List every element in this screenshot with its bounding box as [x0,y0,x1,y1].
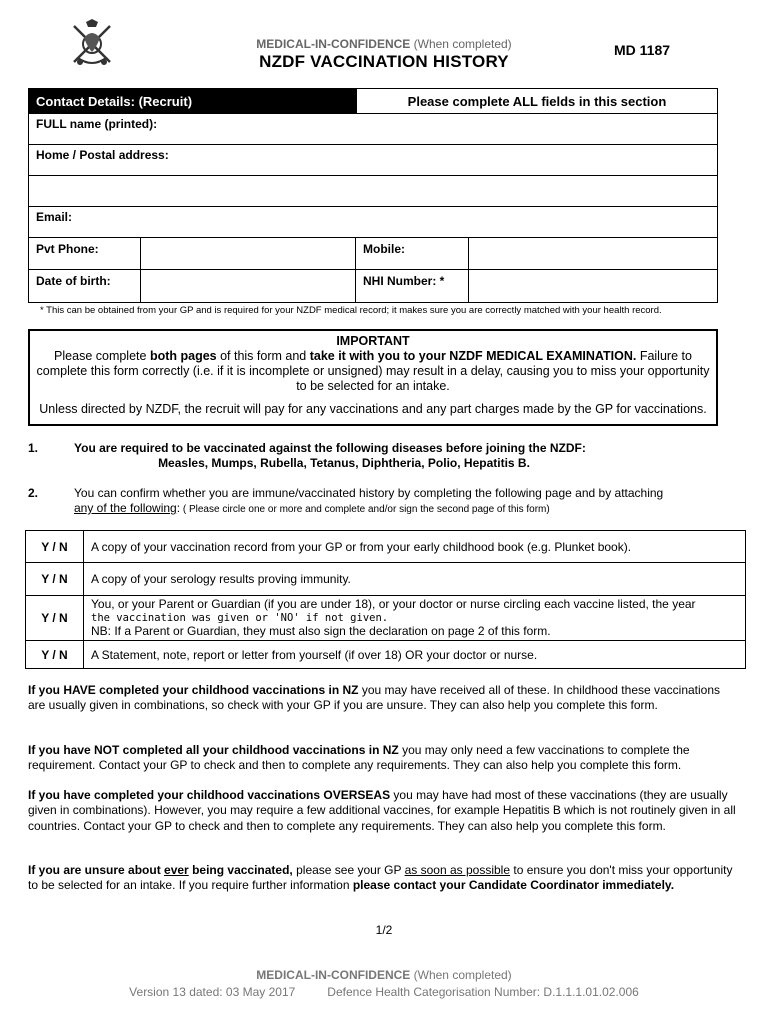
important-title: IMPORTANT [336,334,410,348]
section-2-number: 2. [28,486,39,500]
yes-no-circle[interactable]: Y / N [26,563,84,595]
option-text: You, or your Parent or Guardian (if you are under 18), or your doctor or nurse circling each vaccine listed, the year the vaccination was given or 'NO' if not given. NB: If a Parent or Guardian, they must also sign the declaration on page 2 of this form. [91,597,696,638]
full-name-field[interactable]: FULL name (printed): [29,114,717,145]
section-1-number: 1. [28,441,39,455]
section-1-text: You are required to be vaccinated against the following diseases before joining the NZDF: Measles, Mumps, Rubella, Tetanus, Diphtheria, Polio, Hepatitis B. [74,441,586,470]
yes-no-circle[interactable]: Y / N [26,596,84,640]
address-field-line-2[interactable] [29,176,717,207]
email-field[interactable]: Email: [29,207,717,238]
important-paragraph-1: Please complete both pages of this form and take it with you to your NZDF MEDICAL EXAMINATION. Failure to complete this form correctly (i.e. if it is incomplete or unsigned) may result in a delay, causing you to miss your opportunity to be selected for an intake. [36,349,710,393]
paragraph-completed-nz: If you HAVE completed your childhood vaccinations in NZ you may have received all of these. In childhood these vaccinations are usually given in combinations, so check with your GP if you are unsure. They can also help you complete this form. [28,683,721,713]
page-title: NZDF VACCINATION HISTORY [259,52,509,71]
nhi-label: NHI Number: * [356,270,469,302]
footer-confidentiality: MEDICAL-IN-CONFIDENCE (When completed) [256,968,512,982]
paragraph-not-completed-nz: If you have NOT completed all your childhood vaccinations in NZ you may only need a few vaccinations to complete the requirement. Contact your GP to check and then to complete any requirements. They can also help you complete this form. [28,743,690,773]
form-number: MD 1187 [614,42,671,58]
option-row [26,531,745,563]
dob-label: Date of birth: [29,270,141,302]
nhi-footnote: * This can be obtained from your GP and is required for your NZDF medical record; it makes sure you are correctly matched with your health record. [40,305,662,316]
footer-version: Version 13 dated: 03 May 2017 Defence Health Categorisation Number: D.1.1.1.01.02.006 [129,985,639,999]
dob-field[interactable] [141,270,356,302]
option-row [26,596,745,641]
option-text: A copy of your vaccination record from your GP or from your early childhood book (e.g. Plunket book). [91,539,632,554]
option-text: A copy of your serology results proving immunity. [91,572,351,586]
option-text: A Statement, note, report or letter from yourself (if over 18) OR your doctor or nurse. [91,647,538,662]
evidence-options-table [25,530,746,669]
contact-instruction: Please complete ALL fields in this section [407,94,667,109]
yes-no-circle[interactable]: Y / N [26,641,84,668]
option-row [26,641,745,668]
address-field[interactable]: Home / Postal address: [29,145,717,176]
contact-details-table [28,88,718,303]
pvt-phone-label: Pvt Phone: [29,238,141,269]
yes-no-circle[interactable]: Y / N [26,531,84,562]
mobile-field[interactable] [469,238,717,269]
important-paragraph-2: Unless directed by NZDF, the recruit will pay for any vaccinations and any part charges made by the GP for vaccinations. [39,402,707,416]
paragraph-unsure: If you are unsure about ever being vaccinated, please see your GP as soon as possible to ensure you don't miss your opportunity to be selected for an intake. If you require further information please contact your Candidate Coordinator immediately. [28,863,733,893]
important-notice [28,329,718,426]
section-2-text: You can confirm whether you are immune/vaccinated history by completing the following page and by attaching any of the following: ( Please circle one or more and complete and/or sign the second page of this form) [74,486,664,515]
pvt-phone-field[interactable] [141,238,356,269]
contact-heading: Contact Details: (Recruit) [29,89,357,113]
page-number: 1/2 [375,923,393,937]
paragraph-overseas: If you have completed your childhood vaccinations OVERSEAS you may have had most of these vaccinations (they are usually given in combinations). However, you may require a few additional vaccines, for example Hepatitis B which is not routinely given in all countries. Contact your GP to check and then to complete any requirements. They can also help you complete this form. [28,788,736,833]
nhi-field[interactable] [469,270,717,302]
option-row [26,563,745,596]
mobile-label: Mobile: [356,238,469,269]
header-confidentiality: MEDICAL-IN-CONFIDENCE (When completed) [256,37,512,51]
